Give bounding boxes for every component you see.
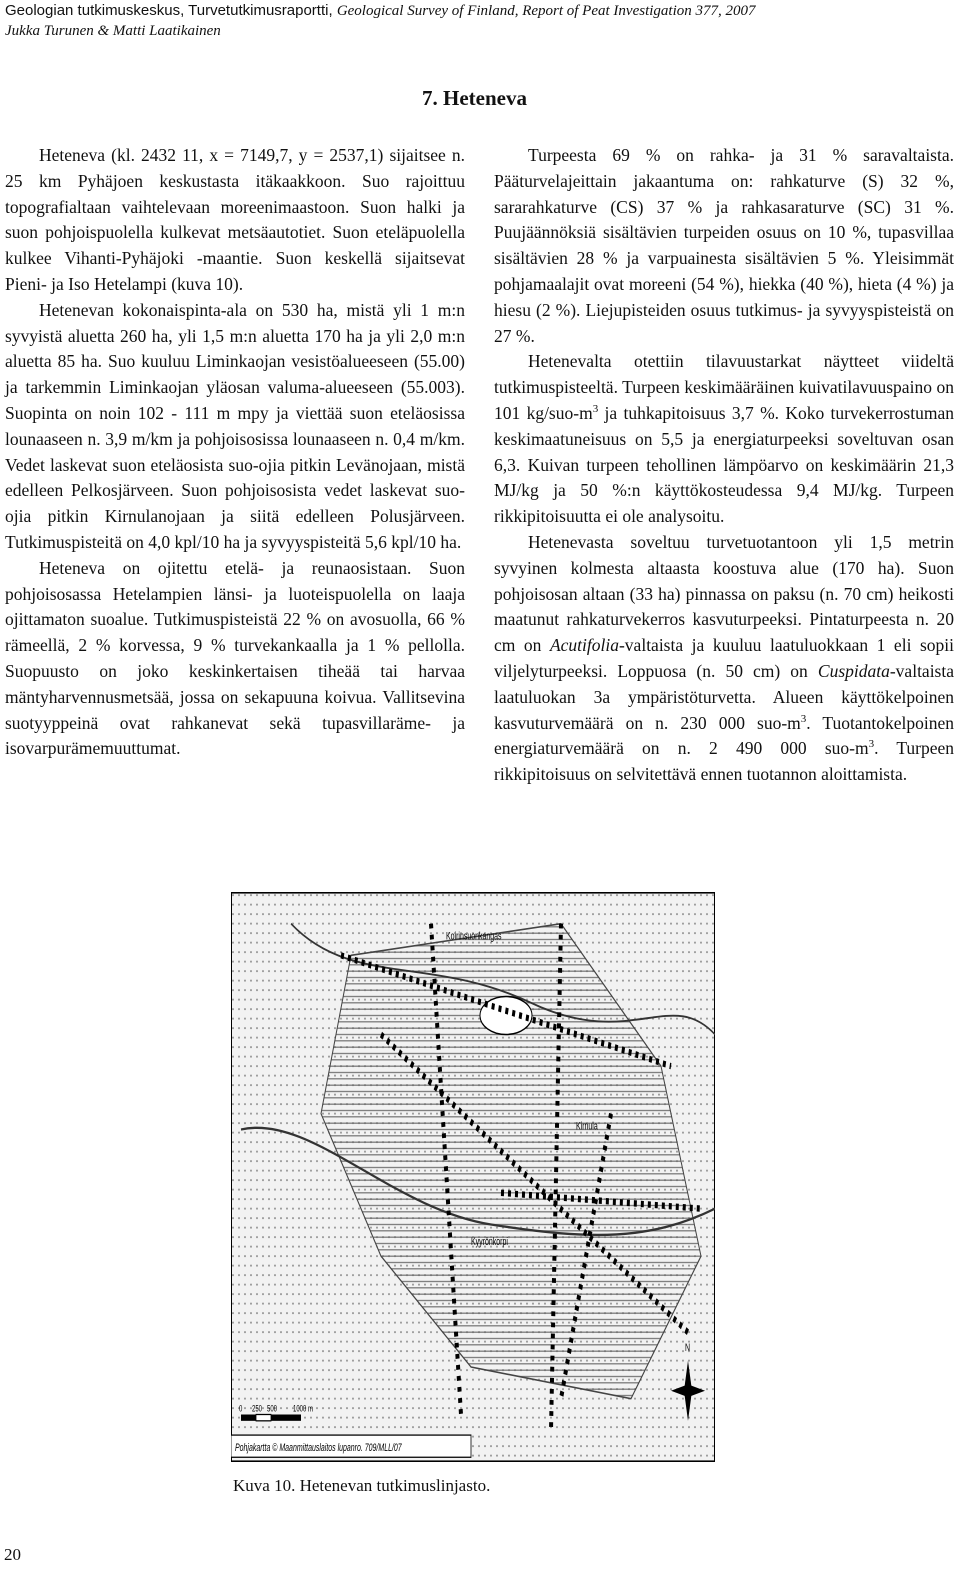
right-paragraph-3 — [494, 530, 954, 788]
running-header — [5, 0, 935, 40]
scale-label: 250 — [252, 1402, 263, 1414]
scale-label: 1000 m — [293, 1402, 314, 1414]
place-label: Kyyrönkorpi — [471, 1235, 508, 1248]
text-run: Hetenevalta otettiin tilavuustarkat näytteet viideltä tutkimuspisteeltä. Turpeen keskimääräinen kuivatilavuuspaino on 101 kg/suo-m — [494, 351, 954, 423]
place-label: Kirnula — [576, 1119, 598, 1132]
italic-term: Cuspidata — [817, 660, 890, 681]
left-paragraph-1: Heteneva (kl. 2432 11, x = 7149,7, y = 2537,1) sijaitsee n. 25 km Pyhäjoen keskustasta itäkaakkoon. Suo rajoittuu topografialtaan vaihtelevaan moreenimaastoon. Suon halki ja suon pohjoispuolella kulkevat metsäautotiet. Suon eteläpuolella kulkee Vihanti-Pyhäjoki -maantie. Suon keskellä sijaitsevat Pieni- ja Iso Hetelampi (kuva 10). — [5, 145, 465, 294]
text-run: . Turpeen rikkipitoisuus on selvitettävä ennen tuotannon aloittamista. — [494, 738, 955, 785]
north-label: N — [685, 1341, 691, 1354]
text-run: Hetenevasta soveltuu turvetuotantoon yli 1,5 metrin syvyinen kolmesta altaasta koostuva alue (170 ha). Suon pohjoisosan altaan (33 ha) pinnassa on paksu (n. 70 cm) heikosti maatunut rahkaturvekerros kasvuturpeeksi. Pintaturpeesta n. 20 cm on — [494, 531, 954, 656]
superscript: 3 — [800, 712, 807, 725]
scale-label: 0 — [239, 1402, 243, 1414]
left-paragraph-3: Heteneva on ojitettu etelä- ja reunaosistaan. Suon pohjoisosassa Hetelampien länsi- ja luoteispuolella on laaja ojittamaton suoalue. Tutkimuspisteistä 22 % on avosuolla, 66 % rämeellä, 2 % korvessa, 9 % turvekankaalla ja 1 % pellolla. Suopuusto on joko keskinkertaisen tiheää tai harvaa mäntyharvennusmetsää, jossa on sekapuuna koivua. Vallitsevina suotyyppeinä ovat rahkanevat sekä tupasvillaräme- ja isovarpurämemuuttumat. — [5, 557, 465, 759]
text-run: -valtaista ja kuuluu laatuluokkaan 1 eli sopii viljelyturpeeksi. Loppuosa (n. 50 cm) on — [494, 635, 954, 681]
map-credit: Pohjakartta © Maanmittauslaitos lupanro. 709/MLL/07 — [235, 1441, 402, 1454]
right-column — [494, 143, 954, 788]
header-line-1: Geologian tutkimuskeskus, Turvetutkimusraportti, Geological Survey of Finland, Report of Peat Investigation 377, 2007 — [5, 2, 756, 19]
left-paragraph-2: Hetenevan kokonaispinta-ala on 530 ha, mistä yli 1 m:n syvyistä aluetta 260 ha, yli 1,5 m:n aluetta 170 ha ja yli 2,0 m:n aluetta 85 ha. Suo kuuluu Liminkaojan vesistöalueeseen (55.00) ja tarkemmin Liminkaojan yläosan valuma-alueeseen (55.003). Suopinta on noin 102 - 111 m mpy ja viettää suon eteläosissa lounaaseen n. 3,9 m/km ja pohjoisosissa lounaaseen n. 0,4 m/km. Vedet laskevat suon eteläosista suo-ojia pitkin Levänojaan, mistä edelleen Pelkosjärveen. Suon pohjoisosista vedet laskevat suo-ojia pitkin Kirnulanojaan ja siitä edelleen Polusjärveen. Tutkimuspisteitä on 4,0 kpl/10 ha ja syvyyspisteitä 5,6 kpl/10 ha. — [5, 299, 465, 552]
text-run: -valtaista laatuluokan 3a ympäristöturvetta. Alueen käyttökelpoinen kasvuturvemäärä on n. 230 000 suo-m — [494, 660, 954, 733]
left-column — [5, 143, 465, 762]
superscript: 3 — [592, 403, 599, 416]
header-authors: Jukka Turunen & Matti Laatikainen — [5, 23, 221, 39]
header-organization: Geologian tutkimuskeskus, Turvetutkimusraportti — [5, 2, 329, 19]
right-paragraph-2 — [494, 349, 954, 530]
superscript: 3 — [868, 738, 875, 751]
figure-caption: Kuva 10. Hetenevan tutkimuslinjasto. — [233, 1476, 491, 1495]
italic-term: Acutifolia — [549, 635, 619, 656]
scale-label: 500 — [267, 1402, 278, 1414]
chapter-title: 7. Heteneva — [422, 86, 527, 110]
place-label: Koirinsuonkangas — [446, 929, 502, 942]
page-number: 20 — [4, 1545, 21, 1564]
study-line-map — [231, 892, 715, 1462]
right-paragraph-1: Turpeesta 69 % on rahka- ja 31 % saravaltaista. Pääturvelajeittain jakaantuma on: rahkaturve (S) 32 %, sararahkaturve (CS) 37 % ja rahkasaraturve (SC) 31 %. Puujäännöksiä sisältävien turpeiden osuus on 10 %, tupasvillaa sisältävien 28 % ja varpuainesta sisältävien 5 %. Yleisimmät pohjamaalajit ovat moreeni (54 %), hiekka (40 %), hieta (4 %) ja hiesu (2 %). Liejupisteiden osuus tutkimus- ja syvyyspisteistä on 27 %. — [494, 145, 954, 346]
text-run: . Tuotantokelpoinen energiaturvemäärä on n. 2 490 000 suo-m — [494, 712, 954, 759]
text-run: ja tuhkapitoisuus 3,7 %. Koko turvekerrostuman keskimaatuneisuus on 5,5 ja energiaturpeeksi soveltuvan osan 6,3. Kuivan turpeen tehollinen lämpöarvo on keskimäärin 21,3 MJ/kg ja 50 %:n käyttökosteudessa 9,4 MJ/kg. Turpeen rikkipitoisuutta ei ole analysoitu. — [494, 402, 954, 527]
header-series: Geological Survey of Finland, Report of Peat Investigation 377, 2007 — [336, 3, 756, 19]
